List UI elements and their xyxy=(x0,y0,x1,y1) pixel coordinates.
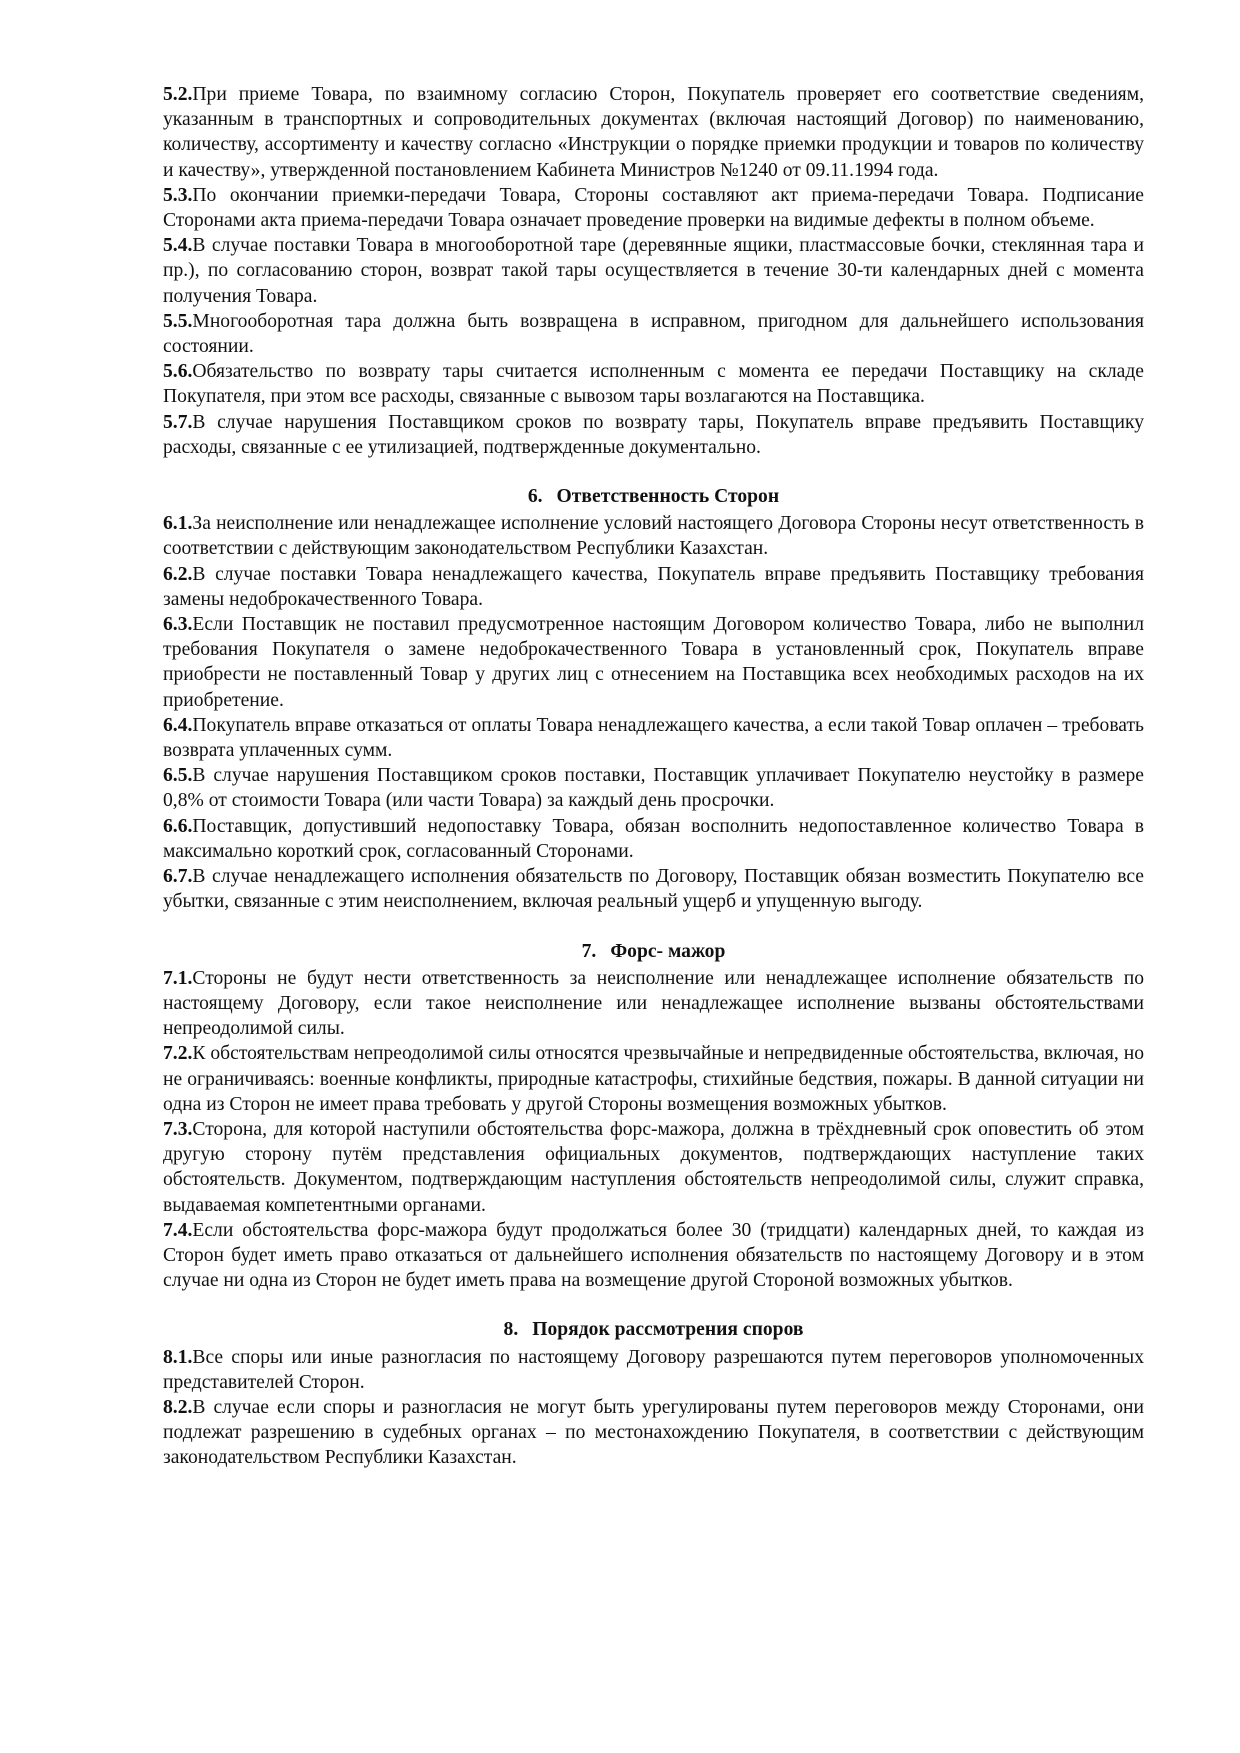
clause-text: За неисполнение или ненадлежащее исполнение условий настоящего Договора Стороны несут ответственность в соответствии с действующим законодательством Республики Казахстан. xyxy=(163,513,1144,560)
section-7 xyxy=(163,939,1144,1294)
clause-7-2 xyxy=(163,1041,1144,1117)
clause-6-5 xyxy=(163,763,1144,813)
clause-text: Сторона, для которой наступили обстоятельства форс-мажора, должна в трёхдневный срок оповестить об этом другую сторону путём представления официальных документов, подтверждающих наступление таких обстоятельств. Документом, подтверждающим наступления обстоятельств непреодолимой силы, служит справка, выдаваемая компетентными органами. xyxy=(163,1118,1144,1216)
section-8 xyxy=(163,1317,1144,1470)
clause-number: 5.4. xyxy=(163,235,193,257)
clause-text: Если обстоятельства форс-мажора будут продолжаться более 30 (тридцати) календарных дней, то каждая из Сторон будет иметь право отказаться от дальнейшего исполнения обязательств по настоящему Договору и в этом случае ни одна из Сторон не будет иметь права на возмещение другой Стороной возможных убытков. xyxy=(163,1219,1144,1292)
clause-6-2 xyxy=(163,562,1144,612)
clause-number: 7.1. xyxy=(163,967,193,989)
clause-number: 6.6. xyxy=(163,815,193,837)
clause-text: В случае поставки Товара в многооборотной таре (деревянные ящики, пластмассовые бочки, стеклянная тара и пр.), по согласованию сторон, возврат такой тары осуществляется в течение 30-ти календарных дней с момента получения Товара. xyxy=(163,235,1144,307)
section-number: 6. xyxy=(527,486,543,508)
clause-text: Покупатель вправе отказаться от оплаты Товара ненадлежащего качества, а если такой Товар оплачен – требовать возврата уплаченных сумм. xyxy=(163,714,1144,762)
clause-5-7 xyxy=(163,410,1144,460)
clause-number: 7.2. xyxy=(163,1043,193,1065)
clause-number: 6.1. xyxy=(163,513,193,535)
clause-number: 7.4. xyxy=(163,1219,193,1241)
clause-text: В случае нарушения Поставщиком сроков по возврату тары, Покупатель вправе предъявить Поставщику расходы, связанные с ее утилизацией, подтвержденные документально. xyxy=(163,411,1144,458)
clause-text: Поставщик, допустивший недопоставку Товара, обязан восполнить недопоставленное количество Товара в максимально короткий срок, согласованный Сторонами. xyxy=(163,815,1144,862)
clause-number: 5.2. xyxy=(163,84,193,105)
clause-number: 6.5. xyxy=(163,765,193,787)
clause-number: 6.4. xyxy=(163,714,193,736)
clause-number: 5.7. xyxy=(163,411,193,433)
clause-5-2 xyxy=(163,82,1144,183)
section-6 xyxy=(163,484,1144,914)
clause-7-4 xyxy=(163,1218,1144,1294)
clause-5-6 xyxy=(163,359,1144,409)
clause-5-5 xyxy=(163,309,1144,359)
clause-6-7 xyxy=(163,864,1144,914)
clause-number: 8.1. xyxy=(163,1346,193,1368)
clause-text: Стороны не будут нести ответственность за неисполнение или ненадлежащее исполнение обязательств по настоящему Договору, если такое неисполнение или ненадлежащее исполнение вызваны обстоятельствами непреодолимой силы. xyxy=(163,967,1144,1040)
clause-8-1 xyxy=(163,1345,1144,1395)
clause-number: 5.3. xyxy=(163,184,193,206)
section-number: 8. xyxy=(503,1319,519,1341)
clause-number: 8.2. xyxy=(163,1396,193,1418)
clause-number: 7.3. xyxy=(163,1118,193,1140)
clause-5-3 xyxy=(163,183,1144,233)
clause-text: Обязательство по возврату тары считается исполненным с момента ее передачи Поставщику на складе Покупателя, при этом все расходы, связанные с вывозом тары возлагаются на Поставщика. xyxy=(163,361,1144,408)
clause-number: 6.2. xyxy=(163,563,193,585)
clause-6-1 xyxy=(163,511,1144,561)
clause-text: Если Поставщик не поставил предусмотренное настоящим Договором количество Товара, либо не выполнил требования Покупателя о замене недоброкачественного Товара в установленный срок, Покупатель вправе приобрести не поставленный Товар у других лиц с отнесением на Поставщика всех необходимых расходов на их приобретение. xyxy=(163,614,1144,711)
clause-6-4 xyxy=(163,713,1144,763)
clause-text: По окончании приемки-передачи Товара, Стороны составляют акт приема-передачи Товара. Подписание Сторонами акта приема-передачи Товара означает проведение проверки на видимые дефекты в полном объеме. xyxy=(163,184,1144,232)
clause-7-3 xyxy=(163,1117,1144,1218)
section-heading xyxy=(163,484,1144,509)
section-heading xyxy=(163,939,1144,964)
clause-number: 6.3. xyxy=(163,614,193,636)
clause-text: Многооборотная тара должна быть возвращена в исправном, пригодном для дальнейшего использования состоянии. xyxy=(163,310,1144,358)
clause-number: 5.5. xyxy=(163,310,193,332)
clause-6-6 xyxy=(163,814,1144,864)
section-number: 7. xyxy=(581,940,597,962)
clause-5-4 xyxy=(163,233,1144,309)
clause-number: 6.7. xyxy=(163,866,193,888)
clause-number: 5.6. xyxy=(163,361,193,383)
clause-text: Все споры или иные разногласия по настоящему Договору разрешаются путем переговоров уполномоченных представителей Сторон. xyxy=(163,1346,1144,1393)
clause-6-3 xyxy=(163,612,1144,713)
clause-text: В случае если споры и разногласия не могут быть урегулированы путем переговоров между Сторонами, они подлежат разрешению в судебных органах – по местонахождению Покупателя, в соответствии с действующим законодательством Республики Казахстан. xyxy=(163,1396,1144,1469)
clause-text: В случае ненадлежащего исполнения обязательств по Договору, Поставщик обязан возместить Покупателю все убытки, связанные с этим неисполнением, включая реальный ущерб и упущенную выгоду. xyxy=(163,866,1144,913)
clause-text: В случае поставки Товара ненадлежащего качества, Покупатель вправе предъявить Поставщику требования замены недоброкачественного Товара. xyxy=(163,563,1144,610)
clause-8-2 xyxy=(163,1395,1144,1471)
section-title: Форс- мажор xyxy=(610,940,726,962)
section-5 xyxy=(163,82,1144,460)
section-heading xyxy=(163,1317,1144,1342)
section-title: Порядок рассмотрения споров xyxy=(532,1319,804,1341)
clause-7-1 xyxy=(163,966,1144,1042)
clause-text: В случае нарушения Поставщиком сроков поставки, Поставщик уплачивает Покупателю неустойку в размере 0,8% от стоимости Товара (или части Товара) за каждый день просрочки. xyxy=(163,765,1144,812)
clause-text: При приеме Товара, по взаимному согласию Сторон, Покупатель проверяет его соответствие сведениям, указанным в транспортных и сопроводительных документах (включая настоящий Договор) по наименованию, количеству, ассортименту и качеству согласно «Инструкции о порядке приемки продукции и товаров по количеству и качеству», утвержденной постановлением Кабинета Министров №1240 от 09.11.1994 года. xyxy=(163,84,1144,181)
clause-text: К обстоятельствам непреодолимой силы относятся чрезвычайные и непредвиденные обстоятельства, включая, но не ограничиваясь: военные конфликты, природные катастрофы, стихийные бедствия, пожары. В данной ситуации ни одна из Сторон не имеет права требовать у другой Стороны возмещения возможных убытков. xyxy=(163,1043,1144,1115)
section-title: Ответственность Сторон xyxy=(556,486,780,508)
